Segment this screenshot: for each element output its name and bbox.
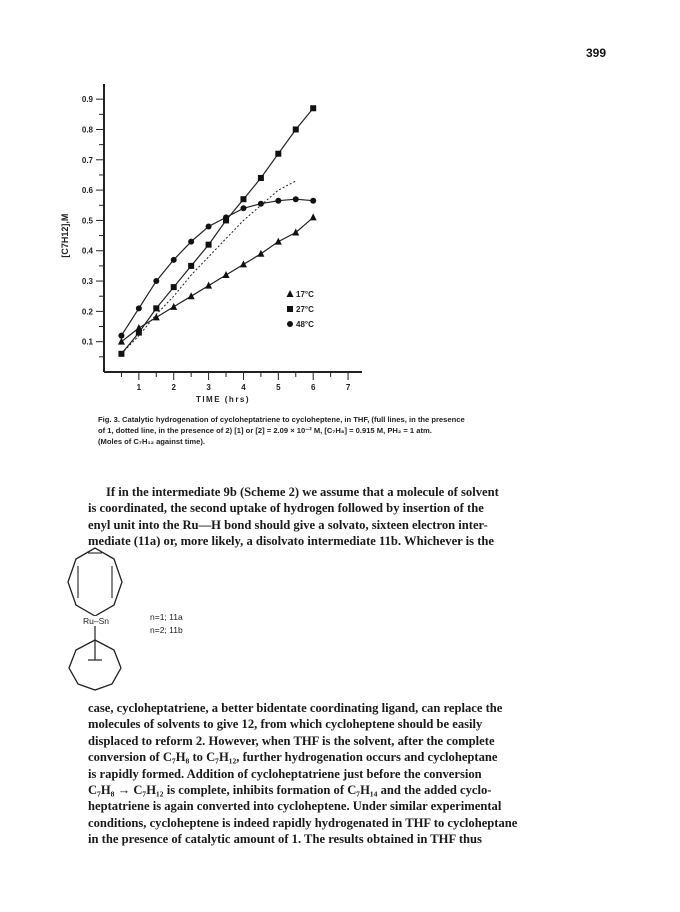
paragraph-intermediate: [88, 484, 633, 550]
paragraph-cycloheptatriene: [88, 700, 633, 848]
text-line: molecules of solvents to give 12, from which cycloheptene should be easily: [88, 717, 483, 732]
data-point: [275, 151, 281, 157]
data-point: [170, 303, 177, 310]
legend-label: 27°C: [296, 305, 314, 314]
text-line: case, cycloheptatriene, a better bidentate coordinating ligand, can replace the: [88, 701, 503, 715]
x-tick-label: 1: [136, 383, 142, 392]
series-line: [121, 181, 295, 354]
text-line: displaced to reform 2. However, when THF is the solvent, after the complete: [88, 733, 495, 748]
data-point: [153, 305, 159, 311]
triene-ring: [68, 548, 122, 616]
data-point: [310, 105, 316, 111]
caption-line: of 1, dotted line, in the presence of 2) [1] or [2] = 2.09 × 10⁻² M, [C₇H₈] = 0.915 M, PH₂ = 1 atm.: [98, 426, 432, 435]
text-line: mediate (11a) or, more likely, a disolvato intermediate 11b. Whichever is the: [88, 534, 494, 549]
data-point: [275, 198, 281, 204]
metal-label: Ru–Sn: [83, 616, 109, 626]
y-tick-label: 0.3: [81, 277, 93, 287]
y-tick-label: 0.8: [81, 125, 93, 135]
x-axis-label: TIME (hrs): [195, 395, 251, 404]
data-point: [118, 338, 125, 345]
data-point: [275, 238, 282, 245]
data-point: [118, 333, 124, 339]
data-point: [188, 263, 194, 269]
data-point: [206, 242, 212, 248]
y-tick-label: 0.9: [81, 95, 93, 105]
kinetics-chart: [0, 0, 680, 412]
text-line: enyl unit into the Ru—H bond should give a solvato, sixteen electron inter-: [88, 517, 488, 532]
x-tick-label: 7: [345, 383, 351, 392]
text-line: C₇H₈ → C₇H₁₂ is complete, inhibits formation of C₇H₁₄ and the added cyclo-: [88, 783, 492, 798]
text-line: is coordinated, the second uptake of hydrogen followed by insertion of the: [88, 501, 484, 516]
y-tick-label: 0.7: [81, 155, 93, 165]
chart-legend: [287, 290, 315, 329]
series-line: [121, 199, 313, 335]
data-point: [310, 198, 316, 204]
chart-series: [118, 105, 317, 357]
text-line: heptatriene is again converted into cycloheptene. Under similar experimental: [88, 799, 502, 814]
data-point: [171, 257, 177, 263]
y-tick-label: 0.6: [81, 186, 93, 196]
series-line: [121, 217, 313, 341]
text-line: conditions, cycloheptene is indeed rapidly hydrogenated in THF to cycloheptane: [88, 815, 518, 830]
series-line: [121, 108, 313, 353]
data-point: [240, 260, 247, 267]
structure-label-11b: n=2; 11b: [150, 625, 183, 635]
data-point: [240, 205, 246, 211]
y-axis-label: [C7H12],M: [60, 213, 70, 258]
legend-marker: [287, 321, 293, 327]
data-point: [240, 196, 246, 202]
text-line: If in the intermediate 9b (Scheme 2) we assume that a molecule of solvent: [106, 485, 499, 499]
text-line: conversion of C₇H₈ to C₇H₁₂, further hydrogenation occurs and cycloheptane: [88, 750, 498, 765]
x-tick-label: 6: [310, 383, 316, 392]
data-point: [171, 284, 177, 290]
data-point: [310, 213, 317, 220]
data-point: [293, 196, 299, 202]
x-tick-label: 3: [206, 383, 211, 392]
figure-caption: [98, 414, 618, 447]
data-point: [136, 305, 142, 311]
data-point: [258, 201, 264, 207]
legend-label: 17°C: [296, 290, 314, 299]
structure-label-11a: n=1; 11a: [150, 612, 183, 622]
data-point: [257, 250, 264, 257]
data-point: [205, 282, 212, 289]
caption-line: (Moles of C₇H₁₂ against time).: [98, 437, 206, 446]
data-point: [153, 278, 159, 284]
heptene-ring: [69, 640, 121, 690]
legend-marker: [287, 290, 294, 297]
text-line: in the presence of catalytic amount of 1. The results obtained in THF thus: [88, 832, 482, 847]
x-tick-label: 4: [241, 383, 246, 392]
data-point: [223, 271, 230, 278]
y-tick-label: 0.1: [81, 337, 93, 347]
data-point: [188, 239, 194, 245]
text-line: is rapidly formed. Addition of cycloheptatriene just before the conversion: [88, 766, 482, 781]
y-tick-label: 0.4: [81, 246, 93, 256]
data-point: [188, 292, 195, 299]
x-tick-label: 2: [171, 383, 176, 392]
legend-marker: [287, 306, 293, 312]
data-point: [223, 214, 229, 220]
data-point: [206, 223, 212, 229]
caption-line: Fig. 3. Catalytic hydrogenation of cycloheptatriene to cycloheptene, in THF, (full lines, in the presence: [98, 415, 465, 424]
legend-label: 48°C: [296, 320, 314, 329]
data-point: [293, 126, 299, 132]
page-number: 399: [586, 46, 607, 60]
x-tick-label: 5: [276, 383, 281, 392]
y-tick-label: 0.2: [81, 307, 93, 317]
data-point: [258, 175, 264, 181]
y-tick-label: 0.5: [81, 216, 93, 226]
data-point: [292, 229, 299, 236]
